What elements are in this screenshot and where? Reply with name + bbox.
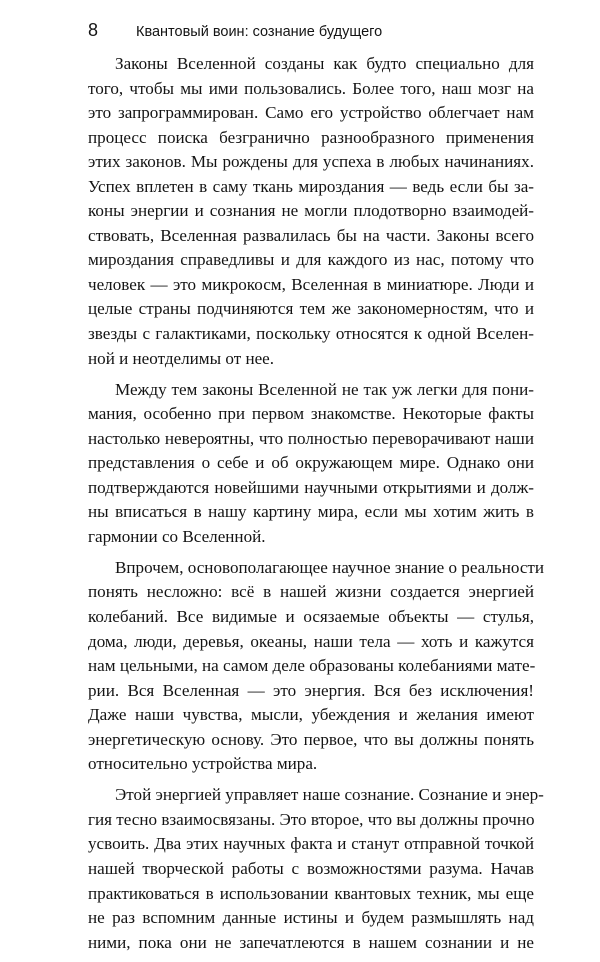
text-line: настолько невероятны, что полностью переворачивают наши [88, 428, 534, 448]
text-line: этих законов. Мы рождены для успеха в любых начинаниях. [88, 152, 534, 172]
paragraph-1 [88, 52, 534, 371]
running-head [88, 18, 528, 42]
text-line: Впрочем, основополагающее научное знание о реальности [115, 557, 545, 577]
text-line: нам цельными, на самом деле образованы колебаниями мате- [88, 656, 536, 676]
text-line: подтверждаются новейшими научными открытиями и долж- [88, 477, 534, 497]
text-line: коны энергии и сознания не могли плодотворно взаимодей- [88, 201, 534, 221]
running-title: Квантовый воин: сознание будущего [136, 24, 383, 40]
text-line: нашей творческой работы с возможностями разума. Начав [88, 859, 534, 878]
page-number: 8 [88, 20, 99, 40]
text-line: понять несложно: всё в нашей жизни создается энергией [88, 582, 534, 602]
text-line: Даже наши чувства, мысли, убеждения и желания имеют [88, 705, 534, 725]
text-line: мания, особенно при первом знакомстве. Некоторые факты [88, 404, 534, 424]
text-line: мироздания справедливы и для каждого из нас, потому что [88, 250, 534, 270]
text-line: ними, пока они не запечатлеются в нашем сознании и не [88, 932, 534, 952]
text-line: это запрограммирован. Само его устройство облегчает нам [88, 103, 534, 123]
text-line: усвоить. Два этих научных факта и станут отправной точкой [88, 834, 534, 854]
text-line: ной и неотделимы от нее. [88, 348, 275, 368]
text-line: рии. Вся Вселенная — это энергия. Вся без исключения! [88, 680, 534, 700]
text-line: ны вписаться в нашу картину мира, если мы хотим жить в [88, 502, 534, 522]
body-text [88, 52, 545, 962]
text-line: человек — это микрокосм, Вселенная в миниатюре. Люди и [88, 274, 534, 294]
text-line: того, чтобы мы ими пользовались. Более того, наш мозг на [88, 78, 534, 98]
text-line: относительно устройства мира. [88, 754, 318, 774]
text-line: энергетическую основу. Это первое, что вы должны понять [88, 729, 534, 749]
text-line: гия тесно взаимосвязаны. Это второе, что вы должны прочно [88, 809, 535, 829]
text-line: Этой энергией управляет наше сознание. Сознание и энер- [115, 785, 544, 805]
text-line: целые страны подчиняются тем же закономерностям, что и [88, 299, 534, 319]
paragraph-3 [88, 556, 545, 777]
text-line: дома, люди, деревья, океаны, наши тела — хоть и кажутся [88, 631, 534, 651]
text-line: Между тем законы Вселенной не так уж легки для пони- [115, 379, 534, 399]
text-line: Успех вплетен в саму ткань мироздания — ведь если бы за- [88, 176, 534, 196]
text-line: практиковаться в использовании квантовых техник, мы еще [88, 883, 534, 903]
text-line: Законы Вселенной созданы как будто специально для [115, 54, 534, 73]
paragraph-4 [88, 783, 544, 955]
text-line: звезды с галактиками, поскольку относятся к одной Вселен- [88, 324, 534, 344]
text-line: ствовать, Вселенная развалилась бы на части. Законы всего [88, 225, 534, 245]
text-line: гармонии со Вселенной. [88, 526, 266, 546]
paragraph-2 [88, 378, 534, 550]
text-line: представления о себе и об окружающем мире. Однако они [88, 453, 534, 473]
text-line: процесс поиска безгранично разнообразного применения [88, 127, 534, 147]
text-line: не раз вспомним данные истины и будем размышлять над [88, 908, 534, 928]
text-line: колебаний. Все видимые и осязаемые объекты — стулья, [88, 607, 534, 627]
